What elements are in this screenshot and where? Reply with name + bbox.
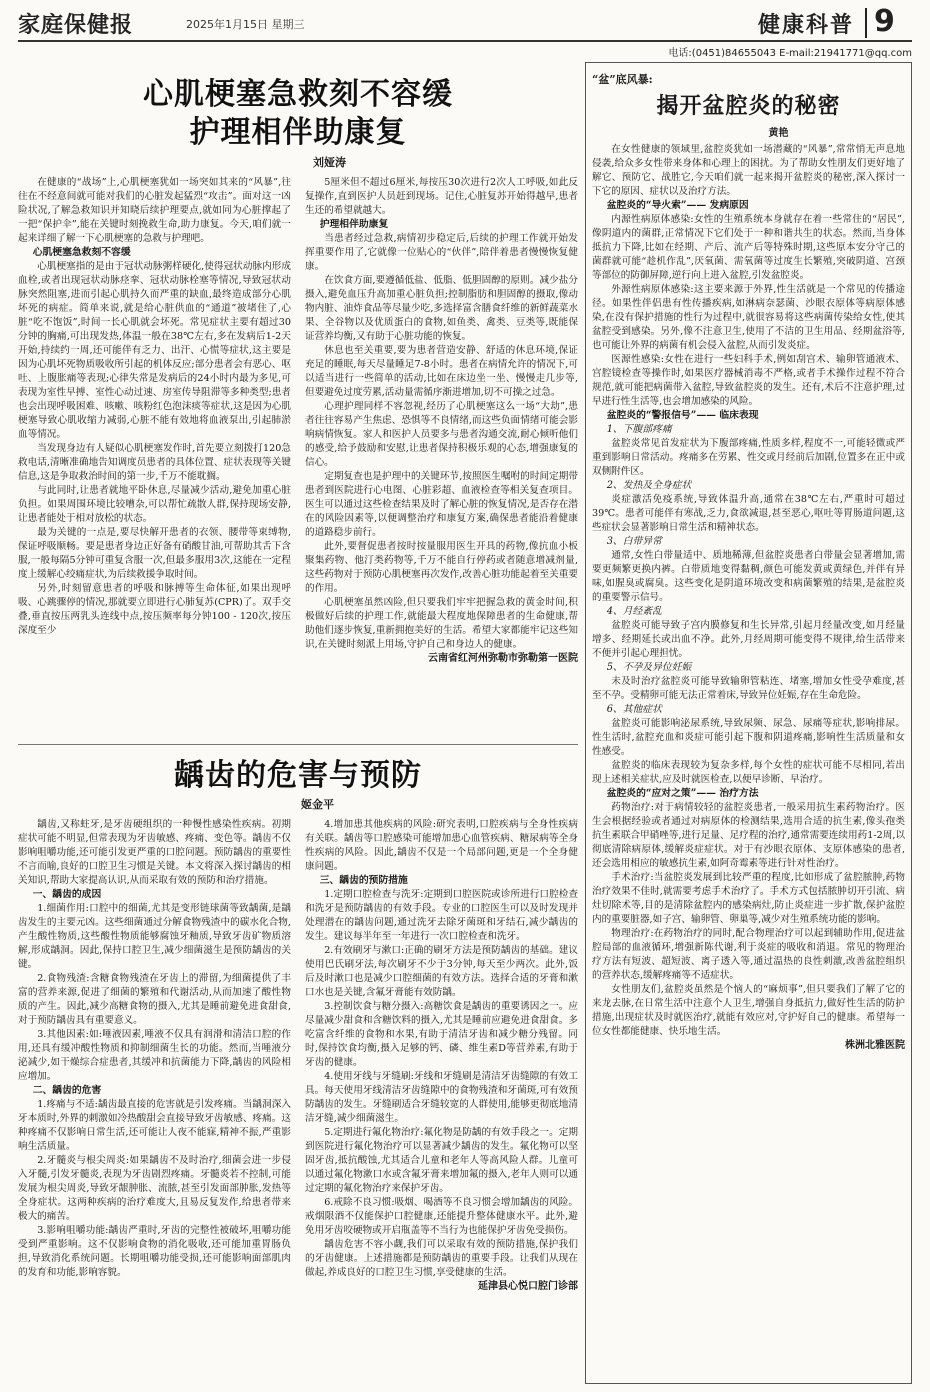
section-heading: 盆腔炎的“警报信号”—— 临床表现 xyxy=(606,410,759,421)
section-name: 健康科普 xyxy=(758,12,855,38)
paragraph: 5厘米但不超过6厘米,每按压30次进行2次人工呼吸,如此反复操作,直到医护人员赶到现场。记住,心脏复苏开始得越早,患者生还的希望就越大。 xyxy=(305,177,578,216)
subsection-heading: 3、白带异常 xyxy=(606,536,662,547)
paragraph: 龋齿,又称蛀牙,是牙齿硬组织的一种慢性感染性疾病。初期症状可能不明显,但常表现为牙齿敏感、疼痛、变色等。龋齿不仅影响咀嚼功能,还可能引发更严重的口腔问题。预防龋齿的重要性不言而喻,良好的口腔卫生习惯是关键。本文将深入探讨龋齿的相关知识,帮助大家提高认识,从而采取有效的预防和治疗措施。 xyxy=(18,819,291,886)
paragraph: 当发现身边有人疑似心肌梗塞发作时,首先要立刻拨打120急救电话,清晰准确地告知调度员患者的具体位置、症状表现等关键信息,这是争取救治时间的第一步,千万不能耽搁。 xyxy=(18,443,291,482)
paragraph: 2.食物残渣:含糖食物残渣在牙齿上的滞留,为细菌提供了丰富的营养来源,促进了细菌的繁殖和代谢活动,从而加速了酸性物质的产生。因此,减少高糖食物的摄入,尤其是睡前避免进食甜食,对于预防龋齿具有重要意义。 xyxy=(18,973,291,1026)
subsection-heading: 6、其他症状 xyxy=(606,704,662,715)
paragraph: 药物治疗:对于病情较轻的盆腔炎患者,一般采用抗生素药物治疗。医生会根据经验或者通过对病原体的检测结果,选用合适的抗生素,像头孢类抗生素联合甲硝唑等,进行足量、足疗程的治疗,通常需要连续用药1-2周,以彻底清除病原体,缓解炎症症状。对于有沙眼衣原体、支原体感染的患者,还会选用相应的敏感抗生素,如阿奇霉素等进行针对性治疗。 xyxy=(592,802,905,869)
article2-col1 xyxy=(18,818,291,1294)
paragraph: 6.戒除不良习惯:吸烟、喝酒等不良习惯会增加龋齿的风险。戒烟限酒不仅能保护口腔健康,还能提升整体健康水平。此外,避免用牙齿咬硬物或开启瓶盖等不当行为也能保护牙齿免受损伤。 xyxy=(305,1197,578,1236)
paragraph: 1.定期口腔检查与洗牙:定期到口腔医院或诊所进行口腔检查和洗牙是预防龋齿的有效手段。专业的口腔医生可以及时发现并处理潜在的龋齿问题,通过洗牙去除牙菌斑和牙结石,减少龋齿的发生。建议每半年至一年进行一次口腔检查和洗牙。 xyxy=(305,889,578,942)
paragraph: 当患者经过急救,病情初步稳定后,后续的护理工作就开始发挥重要作用了,它就像一位贴心的“伙伴”,陪伴着患者慢慢恢复健康。 xyxy=(305,233,578,272)
paragraph: 另外,时刻留意患者的呼吸和脉搏等生命体征,如果出现呼吸、心跳骤停的情况,那就要立即进行心肺复苏(CPR)了。双手交叠,垂直按压两乳头连线中点,按压频率每分钟100 - 120次,按压深度至少 xyxy=(18,583,291,636)
issue-date xyxy=(186,16,305,32)
article2-author: 姬金平 xyxy=(301,798,334,811)
paragraph: 内源性病原体感染:女性的生殖系统本身就存在着一些常住的“居民”,像阴道内的菌群,正常情况下它们处于一种和谐共生的状态。然而,当身体抵抗力下降,比如在经期、产后、流产后等特殊时期,这些原本安分守己的菌群就可能“趁机作乱”,厌氧菌、需氧菌等过度生长繁殖,突破阴道、宫颈等部位的防御屏障,逆行向上进入盆腔,引发盆腔炎。 xyxy=(592,214,905,281)
article2-col2 xyxy=(305,818,578,1294)
subsection-heading: 4、月经紊乱 xyxy=(606,606,662,617)
paragraph: 4.增加患其他疾病的风险:研究表明,口腔疾病与全身性疾病有关联。龋齿等口腔感染可能增加患心血管疾病、糖尿病等全身性疾病的风险。因此,龋齿不仅是一个局部问题,更是一个全身健康问题。 xyxy=(305,819,578,872)
masthead xyxy=(18,6,912,44)
paragraph: 5.定期进行氟化物治疗:氟化物是防龋的有效手段之一。定期到医院进行氟化物治疗可以显著减少龋齿的发生。氟化物可以坚固牙齿,抵抗酸蚀,尤其适合儿童和老年人等高风险人群。儿童可以通过氟化物漱口水或含氟牙膏来增加氟的摄入,老年人则可以通过定期的氟化物治疗来保护牙齿。 xyxy=(305,1127,578,1194)
paragraph: 休息也至关重要,要为患者营造安静、舒适的休息环境,保证充足的睡眠,每天尽量睡足7-8小时。患者在病情允许的情况下,可以适当进行一些简单的活动,比如在床边坐一坐、慢慢走几步等,但要避免过度劳累,活动量需循序渐进增加,切不可操之过急。 xyxy=(305,345,578,398)
paragraph: 盆腔炎可能导致子宫内膜修复和生长异常,引起月经量改变,如月经量增多、经期延长或出血不净。此外,月经周期可能变得不规律,给生活带来不便并引起心理担忧。 xyxy=(592,620,905,659)
article2-title: 龋齿的危害与预防 xyxy=(174,758,422,793)
paragraph: 3.其他因素:如:唾液因素,唾液不仅具有润滑和清洁口腔的作用,还具有缓冲酸性物质和抑制细菌生长的功能。然而,当唾液分泌减少,如干燥综合症患者,其缓冲和抗菌能力下降,龋齿的风险相应增加。 xyxy=(18,1029,291,1082)
paragraph: 未及时治疗盆腔炎可能导致输卵管粘连、堵塞,增加女性受孕难度,甚至不孕。受精卵可能无法正常着床,导致异位妊娠,存在生命危险。 xyxy=(592,676,905,701)
contact-info: 电话:(0451)84655043 E-mail:21941771@qq.com xyxy=(668,48,912,59)
article1-col1 xyxy=(18,176,291,666)
paragraph: 定期复查也是护理中的关键环节,按照医生嘱咐的时间定期带患者到医院进行心电图、心脏彩超、血液检查等相关复查项目。医生可以通过这些检查结果及时了解心脏的恢复情况,是否存在潜在的风险因素等,以便调整治疗和康复方案,确保患者能沿着健康的道路稳步前行。 xyxy=(305,471,578,538)
section-heading: 三、龋齿的预防措施 xyxy=(319,875,408,886)
header-divider xyxy=(865,8,867,38)
paragraph: 3.控制饮食与糖分摄入:高糖饮食是龋齿的重要诱因之一。应尽量减少甜食和含糖饮料的摄入,尤其是睡前应避免进食甜食。多吃富含纤维的食物和水果,有助于清洁牙齿和减少糖分残留。同时,保持饮食均衡,摄入足够的钙、磷、维生素D等营养素,有助于牙齿的健康。 xyxy=(305,1001,578,1068)
article3-title: 揭开盆腔炎的秘密 xyxy=(656,93,841,119)
paragraph: 4.使用牙线与牙缝刷:牙线和牙缝刷是清洁牙齿缝隙的有效工具。每天使用牙线清洁牙齿缝隙中的食物残渣和牙菌斑,可有效预防龋齿的发生。牙缝刷适合牙缝较宽的人群使用,能够更彻底地清洁牙缝,减少细菌滋生。 xyxy=(305,1071,578,1124)
paragraph: 手术治疗:当盆腔炎发展到比较严重的程度,比如形成了盆腔脓肿,药物治疗效果不佳时,就需要考虑手术治疗了。手术方式包括脓肿切开引流、病灶切除术等,目的是清除盆腔内的感染病灶,防止炎症进一步扩散,保护盆腔内的重要脏器,如子宫、输卵管、卵巢等,减少对生殖系统功能的影响。 xyxy=(592,872,905,925)
issue-weekday: 星期三 xyxy=(271,18,305,31)
article-heart-attack xyxy=(18,76,578,666)
article-title-line1: 心肌梗塞急救刻不容缓 xyxy=(143,77,453,112)
paragraph: 盆腔炎可能影响泌尿系统,导致尿频、尿急、尿痛等症状,影响排尿。性生活时,盆腔充血和炎症可能引起下腹和阴道疼痛,影响性生活质量和女性感受。 xyxy=(592,718,905,757)
paragraph: 盆腔炎常见首发症状为下腹部疼痛,性质多样,程度不一,可能轻微或严重到影响日常活动。疼痛多在劳累、性交或月经前后加剧,位置多在正中或双侧附件区。 xyxy=(592,438,905,477)
article-title-line2: 护理相伴助康复 xyxy=(189,115,407,150)
article3-author: 黄艳 xyxy=(768,128,789,139)
section-heading: 一、龋齿的成因 xyxy=(32,889,102,900)
article2-body xyxy=(18,818,578,1294)
paragraph: 与此同时,让患者就地平卧休息,尽量减少活动,避免加重心脏负担。如果周围环境比较嘈杂,可以帮忙疏散人群,保持现场安静,让患者能处于相对放松的状态。 xyxy=(18,485,291,524)
subsection-heading: 5、不孕及异位妊娠 xyxy=(606,662,692,673)
article-tooth-decay xyxy=(18,756,578,1294)
section-heading: 心肌梗塞急救刻不容缓 xyxy=(32,247,131,258)
subsection-heading: 2、发热及全身症状 xyxy=(606,480,692,491)
section-heading: 护理相伴助康复 xyxy=(319,219,389,230)
paragraph: 1.疼痛与不适:龋齿最直接的危害就是引发疼痛。当龋洞深入牙本质时,外界的刺激如冷热酸甜会直接导致牙齿敏感、疼痛。这种疼痛不仅影响日常生活,还可能让人夜不能寐,精神不振,严重影响生活质量。 xyxy=(18,1099,291,1152)
article3-kicker: “盆”底风暴: xyxy=(592,73,653,86)
paragraph: 心肌梗塞虽然凶险,但只要我们牢牢把握急救的黄金时间,积极做好后续的护理工作,就能最大程度地保障患者的生命健康,帮助他们逐步恢复,重新拥抱美好的生活。希望大家都能牢记这些知识,在关键时刻派上用场,守护自己和身边人的健康。 xyxy=(305,597,578,650)
paragraph: 在女性健康的领域里,盆腔炎犹如一场潜藏的“风暴”,常常悄无声息地侵袭,给众多女性带来身体和心理上的困扰。为了帮助女性朋友们更好地了解它、预防它、战胜它,今天咱们就一起来揭开盆腔炎的秘密,深入探讨一下它的原因、症状以及治疗方法。 xyxy=(592,144,905,197)
section-heading: 盆腔炎的“应对之策”—— 治疗方法 xyxy=(606,788,759,799)
newspaper-name: 家庭保健报 xyxy=(18,12,134,38)
source-hospital: 云南省红河州弥勒市弥勒第一医院 xyxy=(428,653,578,664)
paragraph: 3.影响咀嚼功能:龋齿严重时,牙齿的完整性被破坏,咀嚼功能受到严重影响。这不仅影响食物的消化吸收,还可能加重胃肠负担,导致消化系统问题。长期咀嚼功能受损,还可能影响面部肌肉的发育和功能,影响容貌。 xyxy=(18,1225,291,1278)
paragraph: 在饮食方面,要遵循低盐、低脂、低胆固醇的原则。减少盐分摄入,避免血压升高加重心脏负担;控制脂肪和胆固醇的摄取,像动物内脏、油炸食品等尽量少吃,多选择富含膳食纤维的新鲜蔬菜水果、全谷物以及优质蛋白的食物,如鱼类、禽类、豆类等,既能保证营养均衡,又有助于心脏功能的恢复。 xyxy=(305,275,578,342)
paragraph: 医源性感染:女性在进行一些妇科手术,例如刮宫术、输卵管通液术、宫腔镜检查等操作时,如果医疗器械消毒不严格,或者手术操作过程不符合规范,就可能把病菌带入盆腔,导致盆腔炎的发生。还有,术后不注意护理,过早进行性生活等,也会增加感染的风险。 xyxy=(592,354,905,407)
section-heading: 盆腔炎的“导火索”—— 发病原因 xyxy=(606,200,749,211)
section-heading: 二、龋齿的危害 xyxy=(32,1085,102,1096)
paragraph: 在健康的“战场”上,心肌梗塞犹如一场突如其来的“风暴”,往往在不经意间就可能对我们的心脏发起猛烈“攻击”。面对这一凶险状况,了解急救知识并知晓后续护理要点,就如同为心脏撑起了一把“保护伞”,能在关键时刻挽救生命,助力康复。今天,咱们就一起来详细了解一下心肌梗塞的急救与护理吧。 xyxy=(18,177,291,244)
issue-date-value: 2025年1月15日 xyxy=(186,18,268,31)
paragraph: 1.细菌作用:口腔中的细菌,尤其是变形链球菌等致龋菌,是龋齿发生的主要元凶。这些细菌通过分解食物残渣中的碳水化合物,产生酸性物质,这些酸性物质能够腐蚀牙釉质,导致牙齿矿物质溶解,形成龋洞。因此,保持口腔卫生,减少细菌滋生是预防龋齿的关键。 xyxy=(18,903,291,970)
source-hospital: 延津县心悦口腔门诊部 xyxy=(478,1281,578,1292)
paragraph: 心肌梗塞指的是由于冠状动脉粥样硬化,使得冠状动脉内形成血栓,或者出现冠状动脉痉挛、冠状动脉栓塞等情况,导致冠状动脉突然阻塞,进而引起心肌持久而严重的缺血,最终造成部分心肌坏死的病症。简单来说,就是给心脏供血的“通道”被堵住了,心脏“吃不饱饭”,时间一长心肌就会坏死。常见症状主要有超过30分钟的胸痛,可出现发热,体温一般在38℃左右,多在发病后1-2天开始,持续约一周,还可能伴有乏力、出汗、心慌等症状,这主要是因为心肌坏死物质吸收所引起的机体反应;部分患者会有恶心、呕吐、上腹胀痛等表现;心律失常是发病后的24小时内最为多见,可表现为室性早搏、室性心动过速、房室传导阻滞等多种类型;患者也会出现呼吸困难、咳嗽、咳粉红色泡沫痰等症状,这是因为心肌梗塞导致心肌收缩力减弱,心脏不能有效地将血液泵出,引起肺淤血等情况。 xyxy=(18,261,291,440)
page-number: 9 xyxy=(874,4,895,39)
paragraph: 心理护理同样不容忽视,经历了心肌梗塞这么一场“大劫”,患者往往容易产生焦虑、恐惧等不良情绪,而这些负面情绪可能会影响病情恢复。家人和医护人员要多与患者沟通交流,耐心倾听他们的感受,给予鼓励和安慰,让患者保持积极乐观的心态,增强康复的信心。 xyxy=(305,401,578,468)
article-author: 刘娅涛 xyxy=(313,156,346,169)
article-divider xyxy=(18,744,578,745)
article-pelvic-box xyxy=(585,62,912,1384)
paragraph: 炎症激活免疫系统,导致体温升高,通常在38℃左右,严重时可超过39℃。患者可能伴有寒战,乏力,食欲减退,甚至恶心,呕吐等胃肠道问题,这些症状会显著影响日常生活和精神状态。 xyxy=(592,494,905,533)
paragraph: 龋齿危害不容小觑,我们可以采取有效的预防措施,保护我们的牙齿健康。上述措施都是预防龋齿的重要手段。让我们从现在做起,养成良好的口腔卫生习惯,享受健康的生活。 xyxy=(305,1239,578,1278)
source-hospital: 株洲北雅医院 xyxy=(845,1040,905,1051)
paragraph: 女性朋友们,盆腔炎虽然是个恼人的“麻烦事”,但只要我们了解了它的来龙去脉,在日常生活中注意个人卫生,增强自身抵抗力,做好性生活的防护措施,出现症状及时就医治疗,就能有效应对,守护好自己的健康。希望每一位女性都能健康、快乐地生活。 xyxy=(592,984,905,1037)
article3-body xyxy=(592,143,905,1053)
article-body xyxy=(18,176,578,666)
paragraph: 盆腔炎的临床表现较为复杂多样,每个女性的症状可能不尽相同,若出现上述相关症状,应及时就医检查,以便早诊断、早治疗。 xyxy=(592,760,905,785)
header-rule xyxy=(18,40,912,42)
paragraph: 最为关键的一点是,要尽快解开患者的衣领、腰带等束缚物,保证呼吸顺畅。要是患者身边正好备有硝酸甘油,可帮助其舌下含服,一般每隔5分钟可重复含服一次,但最多服用3次,这能在一定程度上缓解心绞痛症状,为后续救援争取时间。 xyxy=(18,527,291,580)
article1-col2 xyxy=(305,176,578,666)
paragraph: 外源性病原体感染:这主要来源于外界,性生活就是一个常见的传播途径。如果性伴侣患有性传播疾病,如淋病奈瑟菌、沙眼衣原体等病原体感染,在没有保护措施的性行为过程中,就很容易将这些病菌传染给女性,使其盆腔受到感染。另外,像不注意卫生,使用了不洁的卫生用品、经期盆浴等,也可能让外界的病菌有机会侵入盆腔,从而引发炎症。 xyxy=(592,284,905,351)
paragraph: 通常,女性白带量适中、质地稀薄,但盆腔炎患者白带量会显著增加,需要更频繁更换内裤。白带质地变得黏稠,颜色可能发黄或黄绿色,并伴有异味,如腥臭或腐臭。这些变化是阴道环境改变和病菌繁殖的结果,是盆腔炎的重要警示信号。 xyxy=(592,550,905,603)
paragraph: 此外,要督促患者按时按量服用医生开具的药物,像抗血小板聚集药物、他汀类药物等,千万不能自行停药或者随意增减剂量,这些药物对于预防心肌梗塞再次发作,改善心脏功能起着至关重要的作用。 xyxy=(305,541,578,594)
paragraph: 2.牙髓炎与根尖周炎:如果龋齿不及时治疗,细菌会进一步侵入牙髓,引发牙髓炎,表现为牙齿剧烈疼痛。牙髓炎若不控制,可能发展为根尖周炎,导致牙龈肿胀、流脓,甚至引发面部肿胀,发热等全身症状。这两种疾病的治疗难度大,且易反复发作,给患者带来极大的痛苦。 xyxy=(18,1155,291,1222)
paragraph: 2.有效刷牙与漱口:正确的刷牙方法是预防龋齿的基础。建议使用巴氏刷牙法,每次刷牙不少于3分钟,每天至少两次。此外,饭后及时漱口也是减少口腔细菌的有效方法。选择合适的牙膏和漱口水也是关键,含氟牙膏能有效防龋。 xyxy=(305,945,578,998)
subsection-heading: 1、下腹部疼痛 xyxy=(606,424,672,435)
article-pelvic xyxy=(592,71,905,1053)
paragraph: 物理治疗:在药物治疗的同时,配合物理治疗可以起到辅助作用,促进盆腔局部的血液循环,增强新陈代谢,利于炎症的吸收和消退。常见的物理治疗方法有短波、超短波、离子透入等,通过温热的良性刺激,改善盆腔组织的营养状态,缓解疼痛等不适症状。 xyxy=(592,928,905,981)
